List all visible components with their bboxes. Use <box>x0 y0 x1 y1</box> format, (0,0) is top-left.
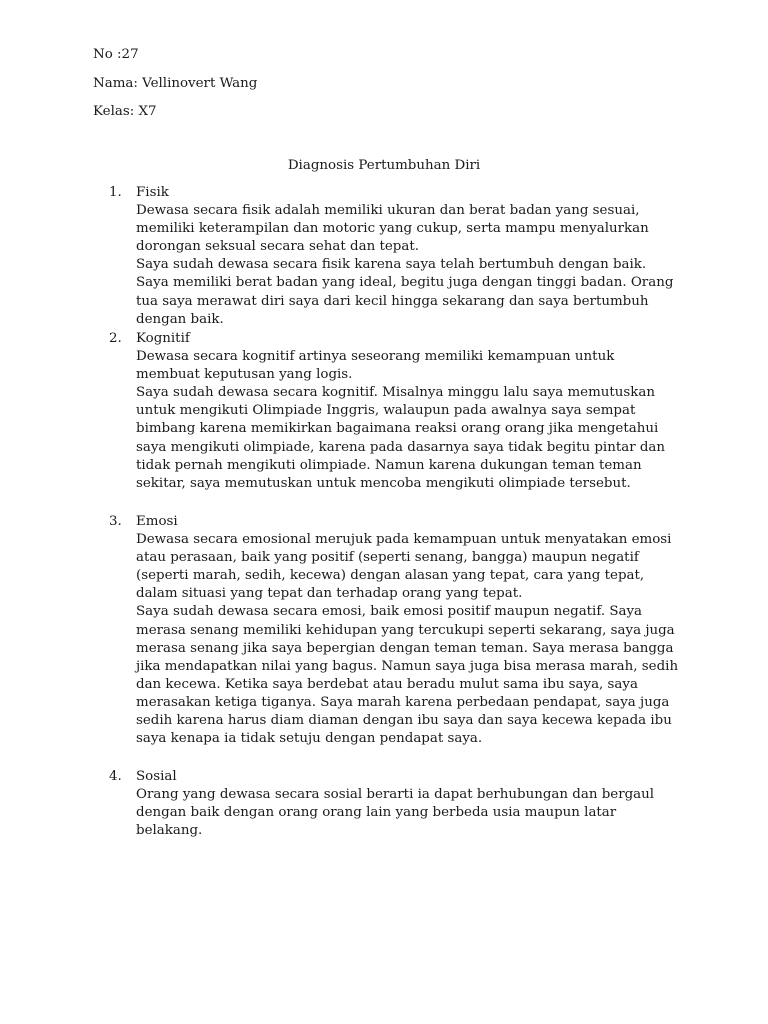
section-definition: Orang yang dewasa secara sosial berarti ia dapat berhubungan dan bergaul dengan baik dengan orang orang lain yang berbeda usia maupun latar belakang. <box>136 787 655 839</box>
section-explanation: Saya sudah dewasa secara emosi, baik emosi positif maupun negatif. Saya merasa senang memiliki kehidupan yang tercukupi seperti sekarang, saya juga merasa senang jika saya bepergian dengan teman teman. Saya merasa bangga jika mendapatkan nilai yang bagus. Namun saya juga bisa merasa marah, sedih dan kecewa. Ketika saya berdebat atau beradu mulut sama ibu saya, saya merasakan ketiga tiganya. Saya marah karena perbedaan pendapat, saya juga sedih karena harus diam diaman dengan ibu saya dan saya kecewa kepada ibu saya kenapa ia tidak setuju dengan pendapat saya. <box>136 604 679 747</box>
section-definition: Dewasa secara fisik adalah memiliki ukuran dan berat badan yang sesuai, memiliki keterampilan dan motoric yang cukup, serta mampu menyalurkan dorongan seksual secara sehat dan tepat. <box>136 203 649 255</box>
section-heading: Kognitif <box>136 331 190 346</box>
section-sosial <box>109 768 689 840</box>
student-class: Kelas: X7 <box>93 104 157 119</box>
document-title: Diagnosis Pertumbuhan Diri <box>287 158 481 173</box>
section-number: 2. <box>109 331 122 346</box>
section-fisik <box>109 184 689 329</box>
section-heading: Emosi <box>136 514 178 529</box>
section-emosi <box>109 513 689 748</box>
section-explanation: Saya sudah dewasa secara fisik karena saya telah bertumbuh dengan baik. Saya memiliki berat badan yang ideal, begitu juga dengan tinggi badan. Orang tua saya merawat diri saya dari kecil hingga sekarang dan saya bertumbuh dengan baik. <box>136 257 674 327</box>
student-name: Nama: Vellinovert Wang <box>93 76 258 91</box>
student-number: No :27 <box>93 47 139 62</box>
section-heading: Fisik <box>136 185 169 200</box>
section-number: 1. <box>109 185 122 200</box>
section-heading: Sosial <box>136 769 177 784</box>
section-explanation: Saya sudah dewasa secara kognitif. Misalnya minggu lalu saya memutuskan untuk mengikuti Olimpiade Inggris, walaupun pada awalnya saya sempat bimbang karena memikirkan bagaimana reaksi orang orang jika mengetahui saya mengikuti olimpiade, karena pada dasarnya saya tidak begitu pintar dan tidak pernah mengikuti olimpiade. Namun karena dukungan teman teman sekitar, saya memutuskan untuk mencoba mengikuti olimpiade tersebut. <box>136 385 666 491</box>
section-definition: Dewasa secara emosional merujuk pada kemampuan untuk menyatakan emosi atau perasaan, baik yang positif (seperti senang, bangga) maupun negatif (seperti marah, sedih, kecewa) dengan alasan yang tepat, cara yang tepat, dalam situasi yang tepat dan terhadap orang yang tepat. <box>136 532 672 602</box>
section-number: 4. <box>109 769 122 784</box>
section-number: 3. <box>109 514 122 529</box>
section-kognitif <box>109 330 689 493</box>
section-definition: Dewasa secara kognitif artinya seseorang memiliki kemampuan untuk membuat keputusan yang logis. <box>136 349 615 383</box>
